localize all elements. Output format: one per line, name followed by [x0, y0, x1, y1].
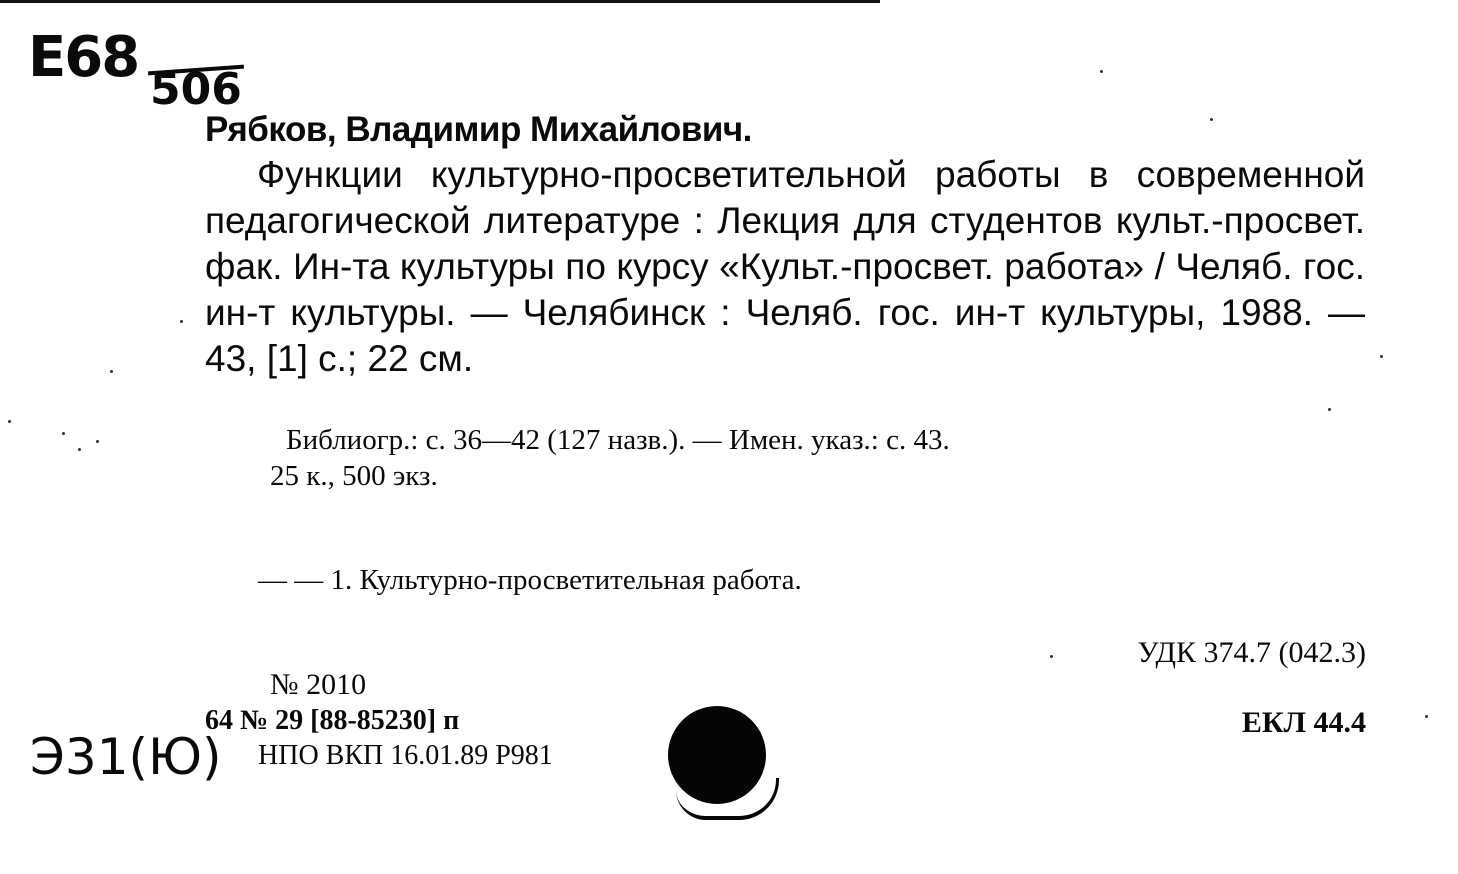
print-info-line-2: НПО ВКП 16.01.89 Р981	[258, 740, 553, 771]
speck	[1425, 715, 1428, 718]
speck	[180, 320, 183, 323]
speck	[78, 448, 81, 451]
speck	[1210, 118, 1213, 121]
speck	[96, 440, 99, 443]
subject-tracing: — — 1. Культурно-просветительная работа.	[258, 564, 802, 596]
ekl-code: ЕКЛ 44.4	[1241, 706, 1366, 739]
bibliographic-entry	[205, 108, 1365, 382]
speck	[1380, 355, 1383, 358]
shelf-mark-bottom: 506	[150, 64, 242, 115]
speck	[8, 420, 11, 423]
speck	[1050, 655, 1053, 658]
print-info-line-1: 64 № 29 [88-85230] п	[205, 705, 460, 736]
notes-block	[270, 422, 950, 494]
speck	[110, 370, 113, 373]
author-heading: Рябков, Владимир Михайлович.	[205, 110, 752, 149]
speck	[1328, 408, 1331, 411]
handwritten-mark: Э31(Ю)	[30, 728, 222, 786]
speck	[62, 432, 65, 435]
bibliography-note: Библиогр.: с. 36—42 (127 назв.). — Имен. указ.: с. 43.	[286, 424, 950, 456]
speck	[1100, 70, 1103, 73]
title-description: Функции культурно-просветительной работы в современной педагогической литературе : Лекция для студентов культ.-просвет. фак. Ин-та культуры по курсу «Культ.-просвет. работа» / Челяб. гос. ин-т культуры. — Челябинск : Челяб. гос. ин-т культуры, 1988. — 43, [1] с.; 22 см.	[205, 154, 1365, 379]
card-top-edge	[0, 0, 880, 3]
ink-blot-tail	[676, 778, 779, 820]
edition-note: 25 к., 500 экз.	[270, 460, 438, 492]
shelf-mark-top: E68	[28, 25, 139, 90]
card-number: № 2010	[270, 668, 367, 701]
udc-code: УДК 374.7 (042.3)	[1137, 636, 1366, 669]
